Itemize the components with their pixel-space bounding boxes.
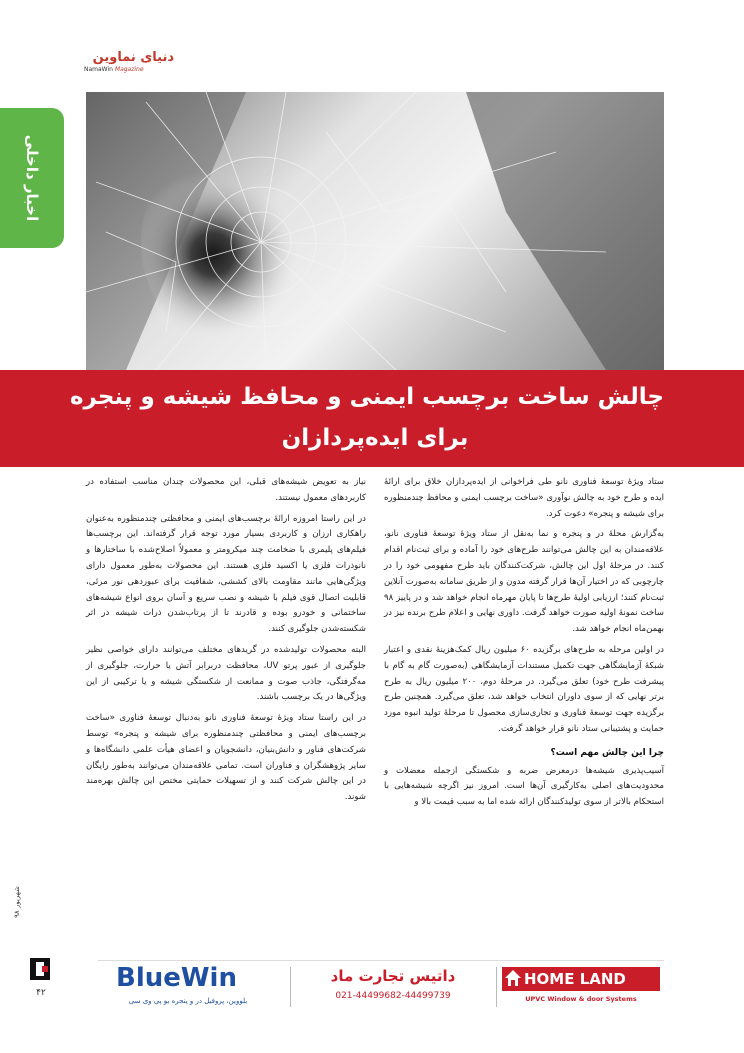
bluewin-brand: BlueWin	[116, 963, 237, 993]
article-column-right	[384, 475, 664, 816]
section-tab-label: اخبار داخلی	[23, 134, 41, 222]
magazine-logo	[84, 50, 174, 78]
paragraph: در این راستا ستاد ویژهٔ توسعهٔ فناوری نانو به‌دنبال توسعهٔ فناوری «ساخت برچسب‌های ایمنی و محافظتی چندمنظوره برای شیشه و پنجره» توسط شرکت‌های فناور و دانش‌بنیان، دانشجویان و اعضای هیأت علمی دانشگاه‌ها و سایر پژوهشگران و فناوران است. تمامی علاقه‌مندان می‌توانند به‌طور رایگان در این چالش شرکت کنند و از تسهیلات حمایتی مختص این چالش بهره‌مند شوند.	[86, 713, 366, 803]
datis-phone: 021-44499682-44499739	[335, 991, 451, 1001]
article-title-line-1: چالش ساخت برچسب ایمنی و محافظ شیشه و پنجره	[69, 384, 664, 410]
paragraph: در این راستا امروزه ارائهٔ برچسب‌های ایمنی و محافظتی چندمنظوره به‌عنوان راهکاری ارزان و کاربردی بسیار مورد توجه قرار گرفته‌اند. این برچسب‌ها فیلم‌های پلیمری با ضخامت چند میکرومتر و معمولاً اصلاح‌شده با ساختارها و نانوذرات فلزی یا اکسید فلزی هستند. این محصولات به‌طور معمول دارای ویژگی‌هایی مانند مقاومت بالای کششی، شفافیت برای عبوردهی نور مرئی، قابلیت اتصال قوی فیلم با شیشه و نصب سریع و آسان بروی انواع شیشه‌های ساختمانی و خودرو بوده و قادرند تا از پرتاب‌شدن ذرات شیشه در اثر شکسته‌شدن جلوگیری کنند.	[86, 513, 366, 635]
logo-magazine: Magazine	[114, 66, 144, 73]
advertisement-strip	[98, 960, 664, 1013]
datis-ad[interactable]	[298, 961, 488, 1013]
article-title-line-2: برای ایده‌پردازان	[281, 425, 469, 451]
logo-english-text	[84, 65, 174, 74]
house-icon	[504, 969, 522, 987]
homeland-tagline: UPVC Window & door Systems	[525, 995, 637, 1003]
logo-name: NamaWin	[84, 66, 113, 73]
paragraph: در اولین مرحله به طرح‌های برگزیده ۶۰ میلیون ریال کمک‌هزینهٔ نقدی و اعتبار شبکهٔ آزمایشگاهی جهت تکمیل مستندات آزمایشگاهی (به‌صورت گام به گام با پیشرفت طرح خود) تعلق می‌گیرد. در مرحلهٔ دوم، ۲۰۰ میلیون ریال به طرح برتر نهایی که از سوی داوران انتخاب خواهد شد، تعلق می‌گیرد. همچنین طرح برگزیده جهت توسعهٔ فناوری و تجاری‌سازی محصول تا مرحلهٔ تولید انبوه مورد حمایت و پشتیبانی ستاد نانو قرار خواهد گرفت.	[384, 644, 664, 734]
ad-divider	[290, 967, 291, 1007]
bluewin-tagline: بلووین، پروفیل در و پنجره یو پی وی سی	[128, 997, 248, 1005]
datis-brand: داتیس تجارت ماد	[330, 967, 456, 985]
paragraph: نیاز به تعویض شیشه‌های قبلی، این محصولات چندان مناسب استفاده در کاربردهای معمول نیستند.	[86, 477, 366, 503]
article-column-left	[86, 475, 366, 811]
page-number: ۴۲	[36, 988, 46, 998]
paragraph: البته محصولات تولیدشده در گریدهای مختلف می‌توانند دارای خواصی نظیر جلوگیری از عبور پرتو UV، محافظت دربرابر آتش یا حرارت، جلوگیری از مه‌گرفتگی، جاذب صوت و ممانعت از شکستگی شیشه و یا ترکیبی از این ویژگی‌ها در یک برچسب باشند.	[86, 644, 366, 703]
paragraph: به‌گزارش محلهٔ در و پنجره و نما به‌نقل از ستاد ویژهٔ توسعهٔ فناوری نانو، علاقه‌مندان به این چالش می‌توانند طرح‌های خود را آماده و برای ثبت‌نام اقدام کنند. در مرحلهٔ اول این چالش، شرکت‌کنندگان باید طرح مفهومی خود را در چارچوبی که در اختیار آن‌ها قرار گرفته مدون و از طریق سامانه به‌صورت آنلاین ثبت‌نام کنند؛ ارزیابی اولیهٔ طرح‌ها تا پایان مهرماه انجام خواهد شد و در پاییز ۹۸ ساخت نمونهٔ اولیه صورت خواهد گرفت. داوری نهایی و اعلام طرح برنده نیز در بهمن‌ماه انجام خواهد شد.	[384, 529, 664, 635]
bluewin-ad[interactable]	[98, 961, 278, 1013]
logo-persian-text: دنیای نماوین	[92, 50, 174, 65]
subheading: چرا این چالش مهم است؟	[550, 747, 664, 758]
paragraph: آسیب‌پذیری شیشه‌ها درمعرض ضربه و شکستگی ازجمله معضلات و محدودیت‌های اصلی به‌کارگیری آن‌ها است. امروز نیز اگرچه شیشه‌هایی با استحکام بالاتر از سوی تولیدکنندگان ارائه شده اما به سبب قیمت بالا و	[384, 765, 664, 808]
issue-date: شهریور ۹۸	[13, 886, 21, 918]
magazine-mark-icon	[30, 958, 50, 980]
article-title-band	[0, 370, 744, 467]
hero-image-shattered-glass	[86, 92, 664, 370]
ad-divider	[496, 967, 497, 1007]
shattered-glass-graphic	[86, 92, 664, 370]
homeland-ad[interactable]	[502, 961, 664, 1013]
homeland-brand: HOME LAND	[524, 970, 626, 988]
section-tab	[0, 108, 64, 248]
paragraph: ستاد ویژهٔ توسعهٔ فناوری نانو طی فراخوانی از ایده‌پردازان خلاق برای ارائهٔ ایده و طرح خود به چالش نوآوری «ساخت برچسب ایمنی و محافظ چندمنظوره برای شیشه و پنجره» دعوت کرد.	[383, 477, 664, 519]
